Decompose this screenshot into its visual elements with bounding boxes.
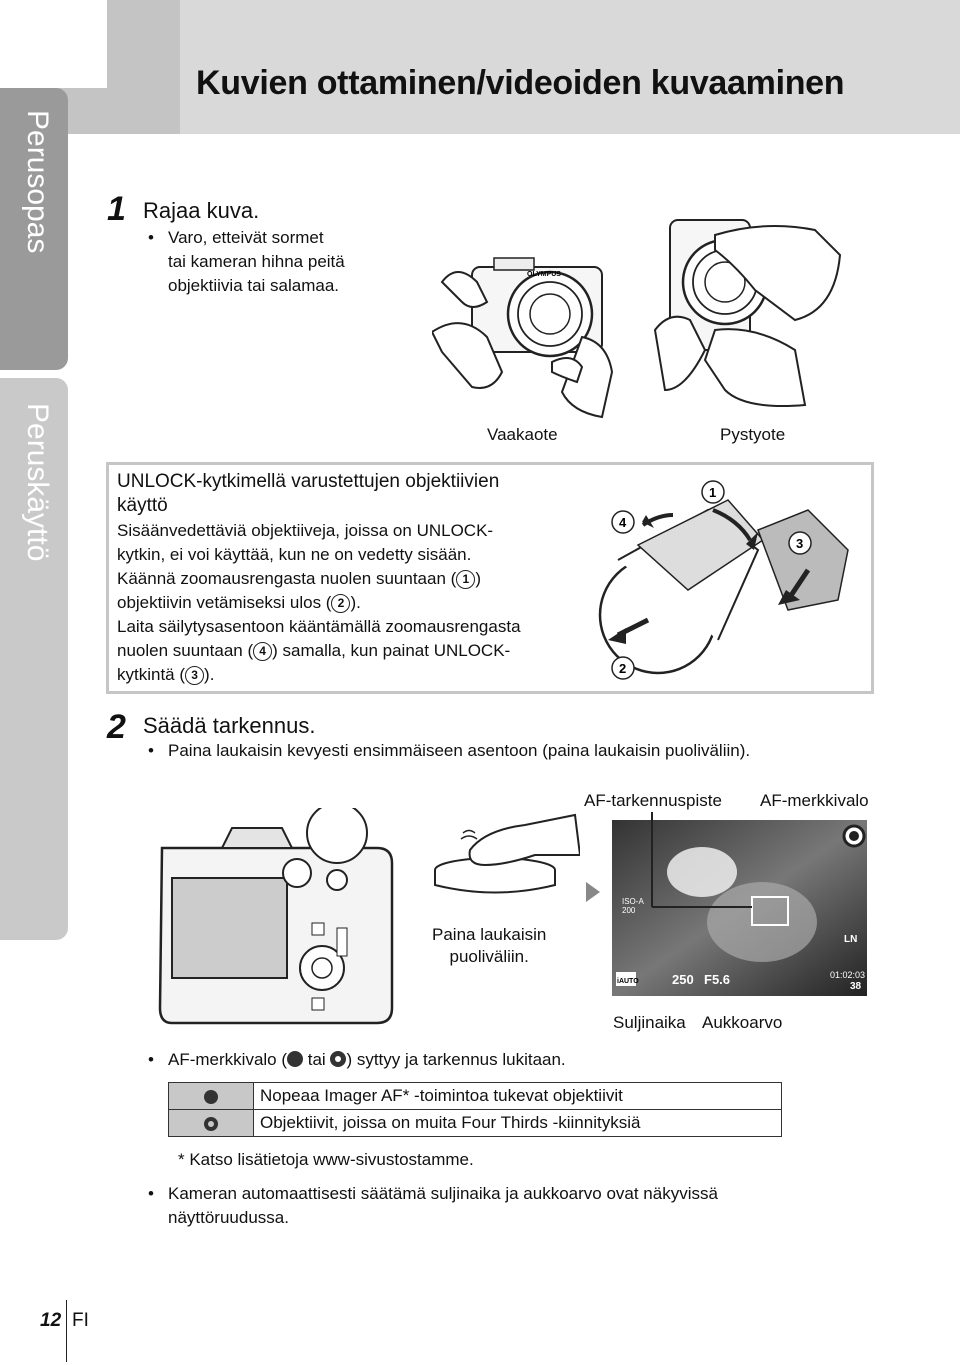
af-lens-table — [168, 1082, 782, 1137]
text-part: tai — [307, 1050, 326, 1069]
af-lamp-dot-icon — [204, 1090, 218, 1104]
step-number: 2 — [107, 708, 126, 746]
marker-1: 1 — [456, 570, 475, 589]
language-code: FI — [72, 1310, 89, 1331]
text-line: objektiivin vetämiseksi ulos ( 2 ). — [117, 593, 361, 612]
camera-back-illustration — [152, 808, 402, 1033]
arrow-right-icon — [586, 882, 600, 902]
portrait-grip-illustration — [645, 210, 845, 415]
marker-4: 4 — [619, 515, 627, 530]
table-cell: Nopeaa Imager AF* -toimintoa tukevat objektiivit — [254, 1083, 782, 1110]
text-line: kytkintä ( 3 ). — [117, 665, 215, 684]
text-line: nuolen suuntaan ( 4 ) samalla, kun painat UNLOCK- — [117, 641, 511, 660]
step-bullet: • Paina laukaisin kevyesti ensimmäiseen asentoon (paina laukaisin puoliväliin). — [168, 739, 750, 763]
text-part: AF-merkkivalo ( — [168, 1050, 288, 1069]
af-lamp-dot-icon — [287, 1051, 303, 1067]
marker-1: 1 — [709, 485, 717, 500]
unlock-heading — [117, 470, 499, 518]
page-title: Kuvien ottaminen/videoiden kuvaaminen — [196, 64, 845, 102]
marker-3: 3 — [796, 536, 804, 551]
marker-2: 2 — [331, 594, 350, 613]
marker-4: 4 — [253, 642, 272, 661]
step-title: Rajaa kuva. — [143, 198, 260, 223]
side-tab-label: Peruskäyttö — [21, 403, 54, 562]
page-number: 12 — [40, 1310, 62, 1331]
label-line: Paina laukaisin — [432, 925, 547, 944]
screen-count: 38 — [850, 981, 862, 992]
text-line: näyttöruudussa. — [168, 1208, 289, 1227]
text-part: ) syttyy ja tarkennus lukitaan. — [346, 1050, 566, 1069]
step-bullet — [168, 226, 345, 298]
camera-brand: OLYMPUS — [527, 271, 561, 278]
caption-landscape: Vaakaote — [487, 425, 558, 444]
caption-portrait: Pystyote — [720, 425, 786, 444]
label-shutter: Suljinaika — [613, 1013, 686, 1032]
shutter-press-illustration — [425, 795, 580, 905]
heading-line: käyttö — [117, 495, 168, 516]
text-line: Sisäänvedettäviä objektiiveja, joissa on UNLOCK- — [117, 521, 494, 540]
marker-2: 2 — [619, 661, 627, 676]
table-cell-symbol — [169, 1110, 254, 1137]
text-line: kytkin, ei voi käyttää, kun ne on vedetty sisään. — [117, 545, 472, 564]
table-row — [169, 1083, 782, 1110]
screen-time: 01:02:03 — [830, 970, 866, 980]
screen-shutter: 250 — [672, 972, 694, 987]
bullet-line: objektiivia tai salamaa. — [168, 276, 340, 295]
screen-iso-label: ISO-A — [622, 897, 644, 906]
lens-unlock-illustration — [588, 470, 860, 684]
auto-note — [168, 1182, 718, 1230]
label-aperture: Aukkoarvo — [702, 1013, 783, 1032]
af-lamp-ring-icon — [330, 1051, 346, 1067]
bullet-line: tai kameran hihna peitä — [168, 252, 345, 271]
screen-quality: LN — [844, 934, 858, 945]
af-lamp-ring-icon — [204, 1117, 218, 1131]
table-row — [169, 1110, 782, 1137]
label-line: puoliväliin. — [449, 947, 529, 966]
step-title: Säädä tarkennus. — [143, 713, 316, 738]
screen-iso-value: 200 — [622, 906, 636, 915]
header-corner — [0, 0, 107, 88]
landscape-grip-illustration — [432, 242, 622, 422]
screen-mode: iAUTO — [617, 978, 639, 985]
lcd-screen — [612, 812, 872, 997]
label-af-point: AF-tarkennuspiste — [584, 791, 722, 810]
label-half-press — [432, 924, 546, 968]
bullet-line: • Varo, etteivät sormet — [168, 228, 324, 247]
side-tab-label: Perusopas — [21, 110, 54, 254]
footer-rule — [66, 1300, 67, 1362]
text-line: Käännä zoomausrengasta nuolen suuntaan ( 1 ) — [117, 569, 481, 588]
label-af-lamp: AF-merkkivalo — [760, 791, 869, 810]
marker-3: 3 — [185, 666, 204, 685]
footnote: * Katso lisätietoja www-sivustostamme. — [178, 1150, 474, 1169]
screen-aperture: F5.6 — [704, 972, 731, 987]
step-number: 1 — [107, 190, 126, 228]
table-cell: Objektiivit, joissa on muita Four Thirds -kiinnityksiä — [254, 1110, 782, 1137]
table-cell-symbol — [169, 1083, 254, 1110]
unlock-text — [117, 519, 521, 687]
text-line: Laita säilytysasentoon kääntämällä zoomausrengasta — [117, 617, 521, 636]
af-note — [168, 1048, 566, 1072]
heading-line: UNLOCK-kytkimellä varustettujen objektiivien — [117, 471, 500, 492]
text-line: • Kameran automaattisesti säätämä suljinaika ja aukkoarvo ovat näkyvissä — [168, 1184, 718, 1203]
